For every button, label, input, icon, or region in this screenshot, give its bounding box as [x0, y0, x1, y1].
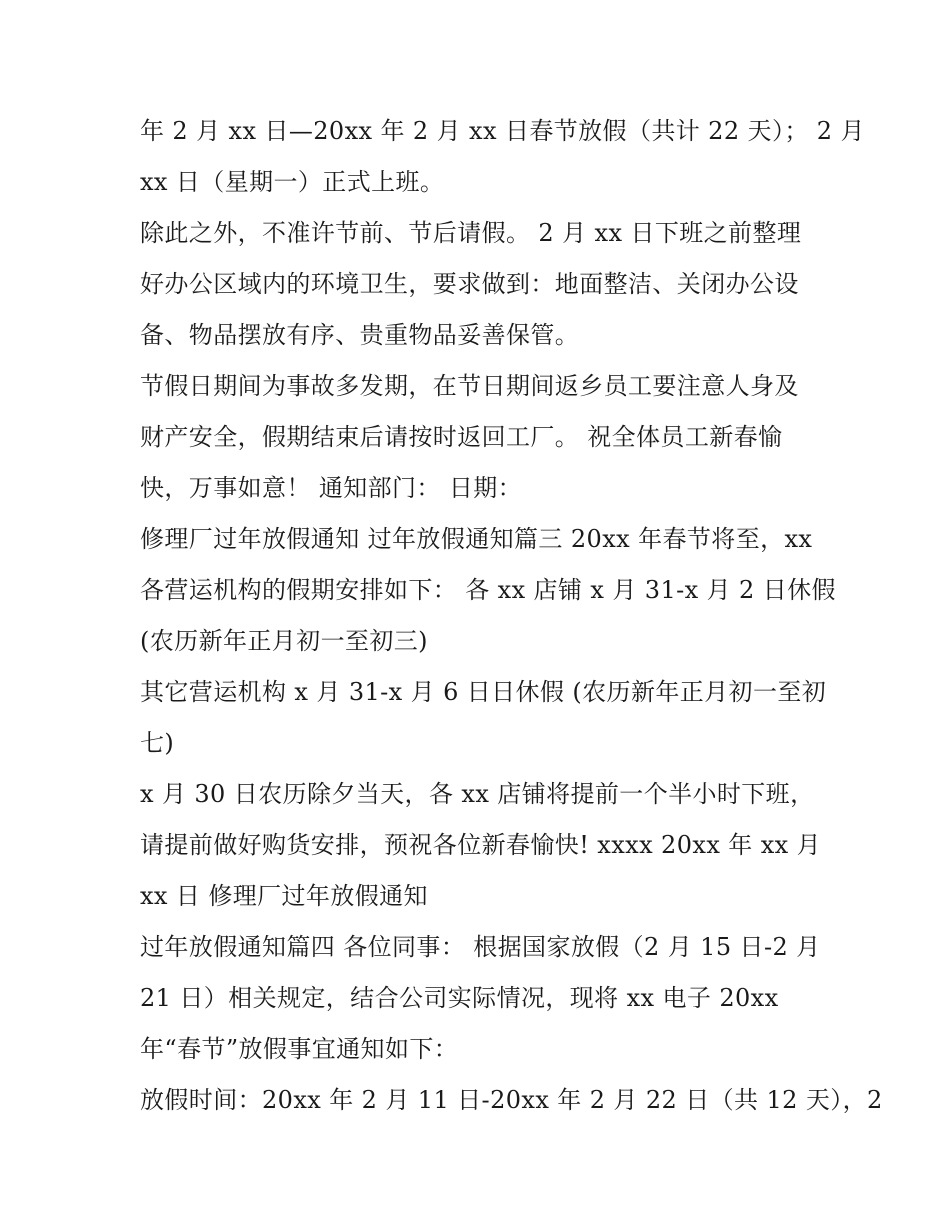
text-line: 请提前做好购货安排，预祝各位新春愉快! xxxx 20xx 年 xx 月	[140, 831, 822, 859]
text-line: 其它营运机构 x 月 31-x 月 6 日日休假 (农历新年正月初一至初	[140, 678, 827, 706]
text-line: 放假时间：20xx 年 2 月 11 日-20xx 年 2 月 22 日（共 12 天），2	[140, 1086, 883, 1114]
text-line: 过年放假通知篇四 各位同事： 根据国家放假（2 月 15 日-2 月	[140, 933, 821, 961]
text-line: xx 日 修理厂过年放假通知	[140, 882, 428, 910]
text-line: 年“春节”放假事宜通知如下：	[140, 1035, 459, 1063]
text-line: 好办公区域内的环境卫生，要求做到：地面整洁、关闭办公设	[140, 270, 799, 298]
text-line: 修理厂过年放假通知 过年放假通知篇三 20xx 年春节将至，xx	[140, 525, 813, 553]
text-line: 21 日）相关规定，结合公司实际情况，现将 xx 电子 20xx	[140, 984, 779, 1012]
text-line: 财产安全，假期结束后请按时返回工厂。 祝全体员工新春愉	[140, 423, 783, 451]
text-line: 除此之外，不准许节前、节后请假。 2 月 xx 日下班之前整理	[140, 219, 802, 247]
document-body	[140, 106, 883, 1126]
text-line: 七)	[140, 729, 175, 757]
text-line: 各营运机构的假期安排如下： 各 xx 店铺 x 月 31-x 月 2 日休假	[140, 576, 836, 604]
text-line: 备、物品摆放有序、贵重物品妥善保管。	[140, 321, 580, 349]
text-line: 节假日期间为事故多发期，在节日期间返乡员工要注意人身及	[140, 372, 799, 400]
text-line: 年 2 月 xx 日—20xx 年 2 月 xx 日春节放假（共计 22 天）； 2 月	[140, 117, 865, 145]
text-line: xx 日（星期一）正式上班。	[140, 168, 445, 196]
text-line: (农历新年正月初一至初三)	[140, 627, 428, 655]
text-line: x 月 30 日农历除夕当天，各 xx 店铺将提前一个半小时下班，	[140, 780, 815, 808]
text-line: 快，万事如意！ 通知部门： 日期：	[140, 474, 523, 502]
